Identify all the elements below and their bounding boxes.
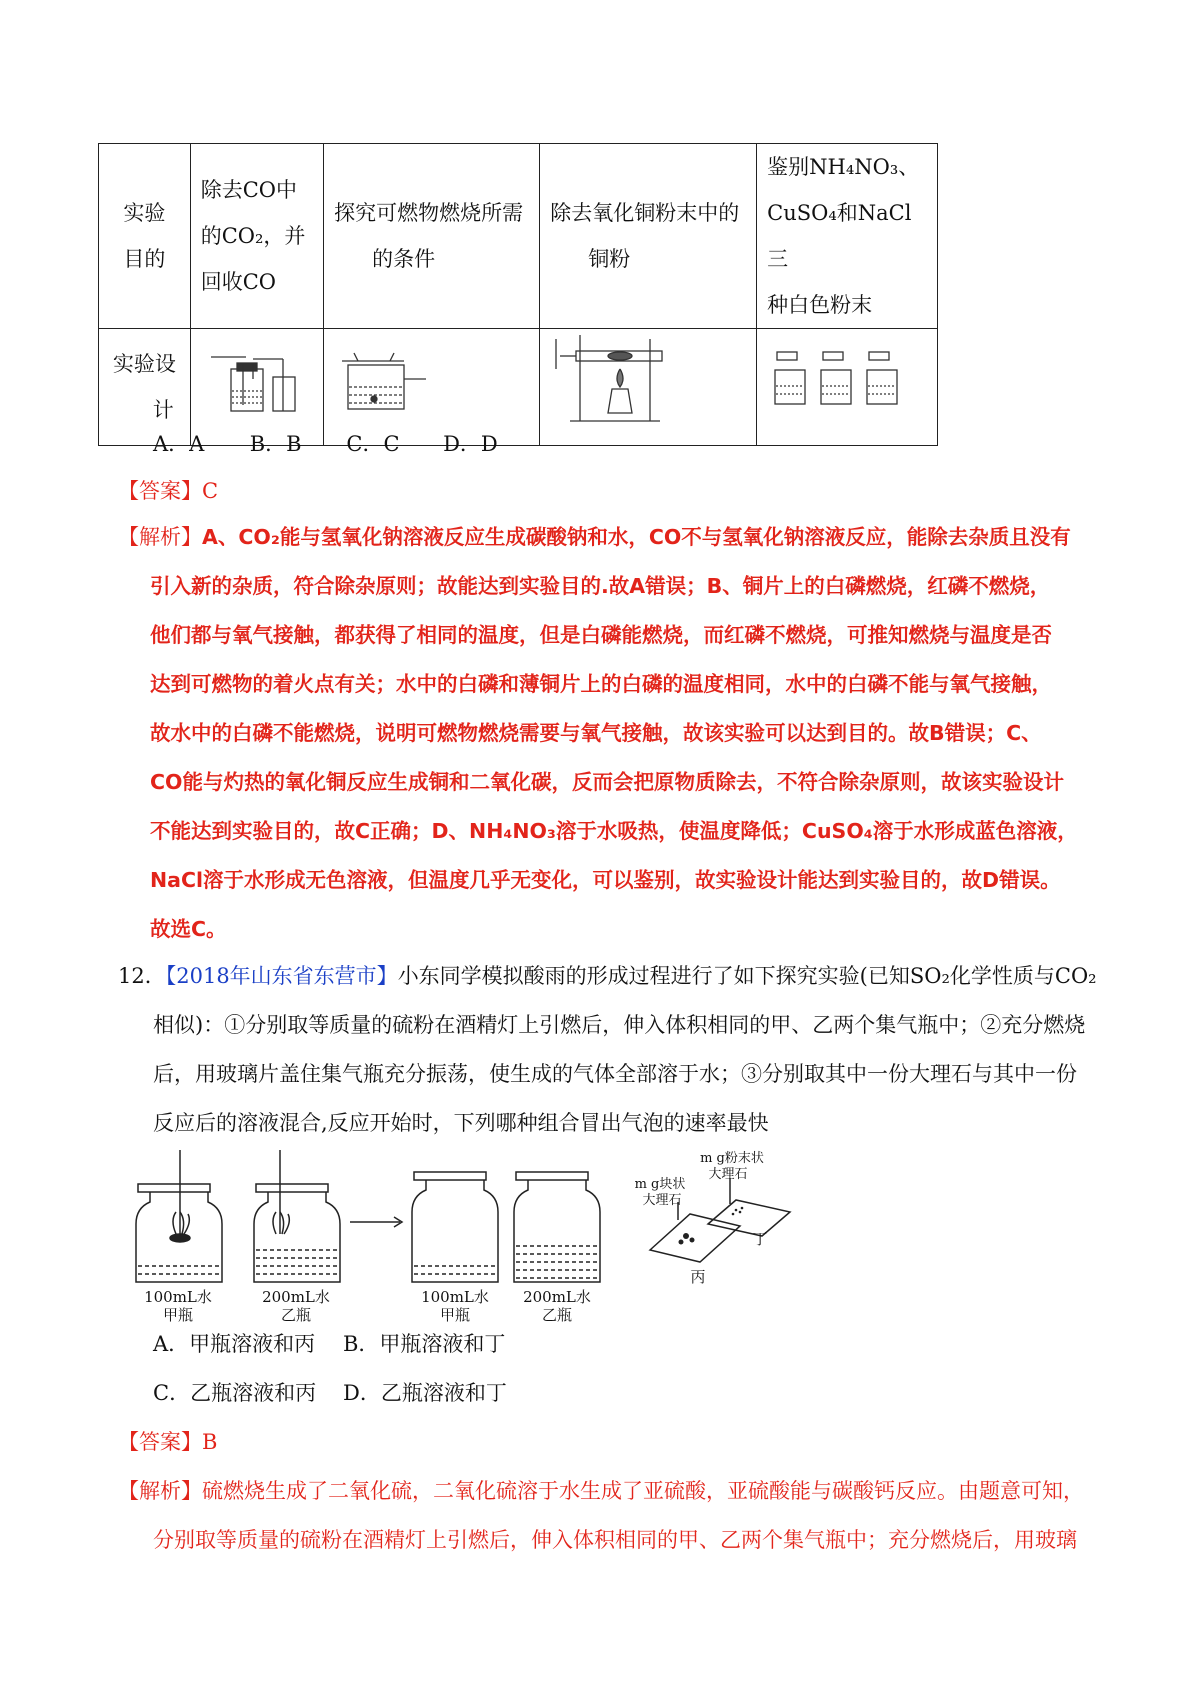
jar1-label-2: 甲瓶 — [162, 1306, 194, 1324]
q11-option-c: C．C — [346, 432, 400, 456]
jar1-label-1: 100mL水 — [144, 1288, 212, 1306]
q11-analysis-line-4: 达到可燃物的着火点有关；水中的白磷和薄铜片上的白磷的温度相同，水中的白磷不能与氧气接触， — [150, 672, 1052, 696]
block-label-2: 大理石 — [642, 1193, 682, 1208]
q11-analysis-line-6: CO能与灼热的氧化铜反应生成铜和二氧化碳，反而会把原物质除去，不符合除杂原则，故该实验设计 — [150, 770, 1064, 794]
cell-c-purpose — [540, 144, 757, 329]
jar2-label-1: 200mL水 — [262, 1288, 330, 1306]
q12-stem-line-4: 反应后的溶液混合,反应开始时，下列哪种组合冒出气泡的速率最快 — [153, 1111, 769, 1135]
cell-d-line: CuSO₄和NaCl三 — [767, 201, 912, 271]
jar2-label-2: 乙瓶 — [280, 1306, 312, 1324]
q12-option-c: C．乙瓶溶液和丙 — [153, 1381, 317, 1405]
q11-option-b: B．B — [249, 432, 302, 456]
three-beakers-figure — [767, 344, 907, 414]
design-c-image — [540, 329, 757, 446]
experiment-table — [98, 143, 938, 446]
block-label-1: m g块状 — [634, 1177, 686, 1192]
q11-analysis-line-9: 故选C。 — [150, 917, 227, 941]
q12-stem-line-3: 后，用玻璃片盖住集气瓶充分振荡，使生成的气体全部溶于水；③分别取其中一份大理石与其中一份 — [153, 1062, 1077, 1086]
jar4-label-2: 乙瓶 — [541, 1306, 573, 1324]
cell-a-line: 除去CO中 — [200, 178, 298, 202]
q11-answer: 【答案】C — [118, 479, 219, 503]
cell-a-line: 的CO₂，并 — [200, 224, 306, 248]
q11-options — [153, 420, 498, 469]
q12-option-a: A．甲瓶溶液和丙 — [153, 1332, 316, 1356]
cell-b-line: 的条件 — [372, 247, 436, 271]
q11-analysis-line-2: 引入新的杂质，符合除杂原则；故能达到实验目的.故A错误；B、铜片上的白磷燃烧，红磷不燃烧， — [150, 574, 1051, 598]
q12-number: 12． — [118, 964, 166, 988]
q11-analysis-line-8: NaCl溶于水形成无色溶液，但温度几乎无变化，可以鉴别，故实验设计能达到实验目的，故D错误。 — [150, 868, 1061, 892]
q12-analysis-line-2: 分别取等质量的硫粉在酒精灯上引燃后，伸入体积相同的甲、乙两个集气瓶中；充分燃烧后，用玻璃 — [153, 1528, 1077, 1552]
jar4-label-1: 200mL水 — [523, 1288, 591, 1306]
cell-a-purpose — [190, 144, 323, 329]
q12-source: 【2018年山东省东营市】 — [165, 964, 398, 988]
cell-b-purpose — [324, 144, 540, 329]
jar-2 — [254, 1150, 340, 1282]
q12-option-d: D．乙瓶溶液和丁 — [343, 1381, 507, 1405]
design-d-image — [757, 329, 938, 446]
q12-stem-line-2: 相似)：①分别取等质量的硫粉在酒精灯上引燃后，伸入体积相同的甲、乙两个集气瓶中；②充分燃烧 — [153, 1013, 1086, 1037]
header-purpose: 实验目的 — [99, 144, 191, 329]
q12-options-row-2 — [153, 1369, 507, 1418]
jar-4 — [514, 1172, 600, 1282]
q12-answer: 【答案】B — [118, 1430, 218, 1454]
q11-analysis-line-1: 【解析】A、CO₂能与氢氧化钠溶液反应生成碳酸钠和水，CO不与氢氧化钠溶液反应，能除去杂质且没有 — [118, 525, 1071, 549]
cell-c-line: 铜粉 — [588, 247, 631, 271]
bing-label: 丙 — [690, 1268, 706, 1286]
cell-a-line: 回收CO — [200, 270, 277, 294]
q12-options-row-1 — [153, 1320, 505, 1369]
header-design: 实验设 计 — [99, 329, 191, 446]
q11-option-a: A．A — [153, 432, 205, 456]
jar-3 — [412, 1172, 498, 1282]
table-row-purpose — [99, 144, 938, 329]
powder-label-1: m g粉末状 — [700, 1151, 764, 1166]
reduction-tube-figure — [550, 329, 670, 429]
q11-option-d: D．D — [443, 432, 498, 456]
cell-d-purpose — [757, 144, 938, 329]
cell-d-line: 鉴别NH₄NO₃、 — [767, 155, 920, 179]
combustion-beaker-figure — [334, 339, 454, 419]
ding-label: 丁 — [752, 1230, 768, 1248]
plate-ding — [708, 1200, 790, 1236]
q12-option-b: B．甲瓶溶液和丁 — [343, 1332, 506, 1356]
jar-1 — [136, 1150, 222, 1282]
q12-analysis-line-1: 【解析】硫燃烧生成了二氧化硫，二氧化硫溶于水生成了亚硫酸，亚硫酸能与碳酸钙反应。由题意可知， — [118, 1479, 1084, 1503]
gas-wash-bottle-figure — [201, 339, 301, 419]
q12-stem-line-1: 12．【2018年山东省东营市】小东同学模拟酸雨的形成过程进行了如下探究实验(已知SO₂化学性质与CO₂ — [118, 964, 1097, 988]
q11-analysis-line-5: 故水中的白磷不能燃烧，说明可燃物燃烧需要与氧气接触，故该实验可以达到目的。故B错误；C、 — [150, 721, 1042, 745]
jar3-label-2: 甲瓶 — [439, 1306, 471, 1324]
jar3-label-1: 100mL水 — [421, 1288, 489, 1306]
cell-c-line: 除去氧化铜粉末中的 — [550, 201, 740, 225]
cell-b-line: 探究可燃物燃烧所需 — [334, 201, 524, 225]
q11-analysis-line-7: 不能达到实验目的，故C正确；D、NH₄NO₃溶于水吸热，使温度降低；CuSO₄溶于水形成蓝色溶液， — [150, 819, 1078, 843]
plate-bing — [650, 1214, 740, 1262]
cell-d-line: 种白色粉末 — [767, 293, 873, 317]
powder-label-2: 大理石 — [708, 1167, 748, 1182]
q11-analysis-line-3: 他们都与氧气接触，都获得了相同的温度，但是白磷能燃烧，而红磷不燃烧，可推知燃烧与温度是否 — [150, 623, 1052, 647]
q12-figure — [130, 1150, 830, 1340]
